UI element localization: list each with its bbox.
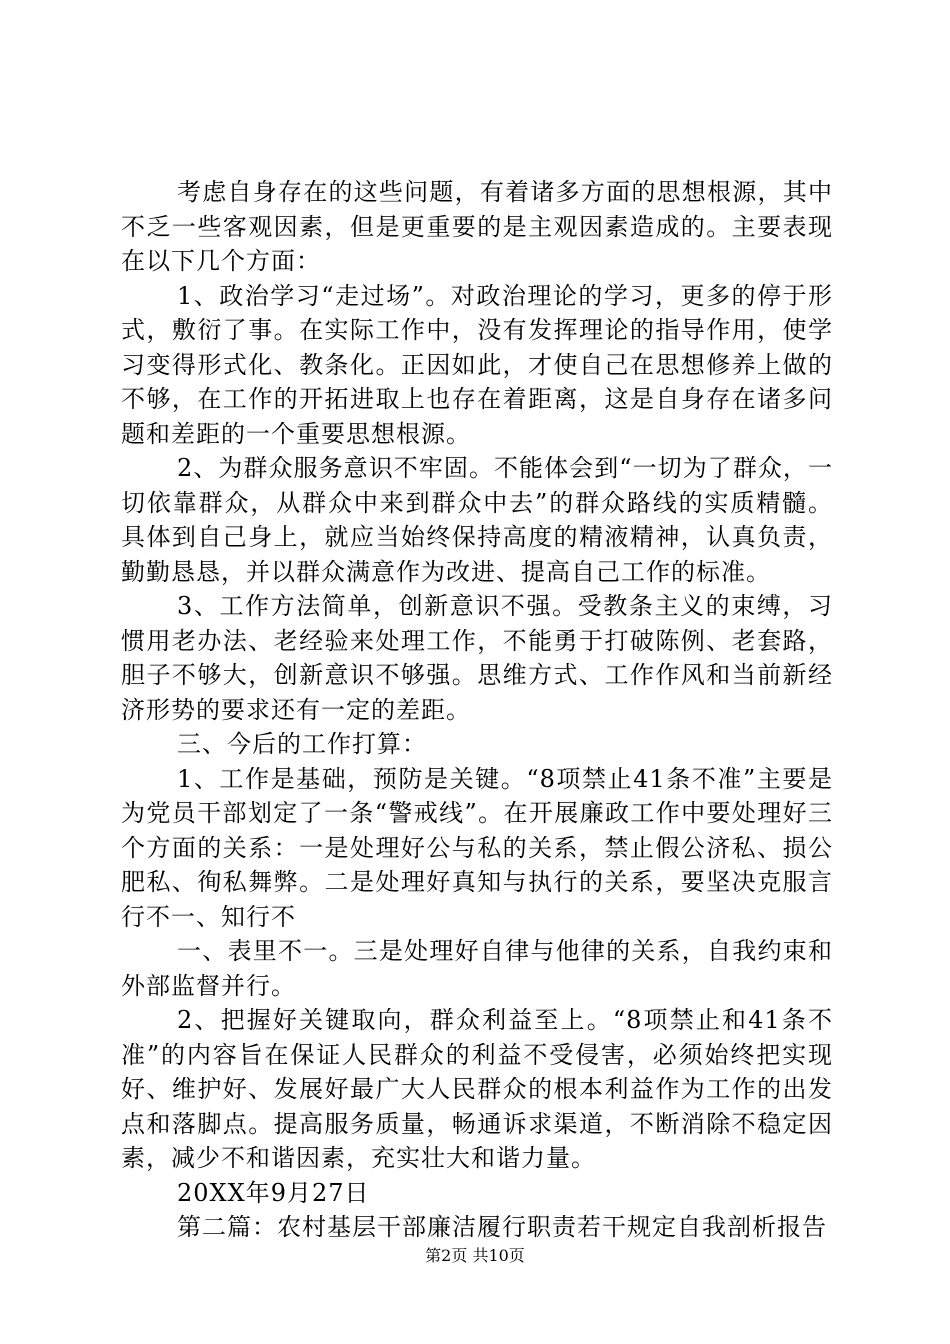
paragraph-political-study: 1、政治学习“走过场”。对政治理论的学习，更多的停于形式，敷衍了事。在实际工作中，没有发挥理论的指导作用，使学习变得形式化、教条化。正因如此，才使自己在思想修养上做的不够，在工作的开拓进取上也存在着距离，这是自身存在诸多问题和差距的一个重要思想根源。 — [121, 281, 833, 448]
paragraph-service-awareness: 2、为群众服务意识不牢固。不能体会到“一切为了群众，一切依靠群众，从群众中来到群众中去”的群众路线的实质精髓。具体到自己身上，就应当始终保持高度的精液精神，认真负责，勤勤恳恳，并以群众满意作为改进、提高自己工作的标准。 — [121, 454, 833, 586]
paragraph-prevention-continued: 一、表里不一。三是处理好自律与他律的关系，自我约束和外部监督并行。 — [121, 937, 833, 1000]
paragraph-causes-intro: 考虑自身存在的这些问题，有着诸多方面的思想根源，其中不乏一些客观因素，但是更重要的是主观因素造成的。主要表现在以下几个方面： — [121, 178, 833, 275]
paragraph-work-methods: 3、工作方法简单，创新意识不强。受教条主义的束缚，习惯用老办法、老经验来处理工作，不能勇于打破陈例、老套路，胆子不够大，创新意识不够强。思维方式、工作作风和当前新经济形势的要求还有一定的差距。 — [121, 592, 833, 724]
paragraph-prevention: 1、工作是基础，预防是关键。“8项禁止41条不准”主要是为党员干部划定了一条“警戒线”。在开展廉政工作中要处理好三个方面的关系：一是处理好公与私的关系，禁止假公济私、损公肥私、徇私舞弊。二是处理好真知与执行的关系，要坚决克服言行不一、知行不 — [121, 764, 833, 931]
section-heading-future-plans: 三、今后的工作打算： — [177, 730, 427, 758]
paragraph-public-interest: 2、把握好关键取向，群众利益至上。“8项禁止和41条不准”的内容旨在保证人民群众的利益不受侵害，必须始终把实现好、维护好、发展好最广大人民群众的根本利益作为工作的出发点和落脚点。提高服务质量，畅通诉求渠道，不断消除不稳定因素，减少不和谐因素，充实壮大和谐力量。 — [121, 1006, 833, 1172]
page-footer: 第2页 共10页 — [425, 1246, 525, 1265]
document-body — [121, 175, 833, 1245]
document-date: 20XX年9月27日 — [177, 1178, 370, 1207]
next-article-title: 第二篇：农村基层干部廉洁履行职责若干规定自我剖析报告 — [177, 1213, 827, 1241]
